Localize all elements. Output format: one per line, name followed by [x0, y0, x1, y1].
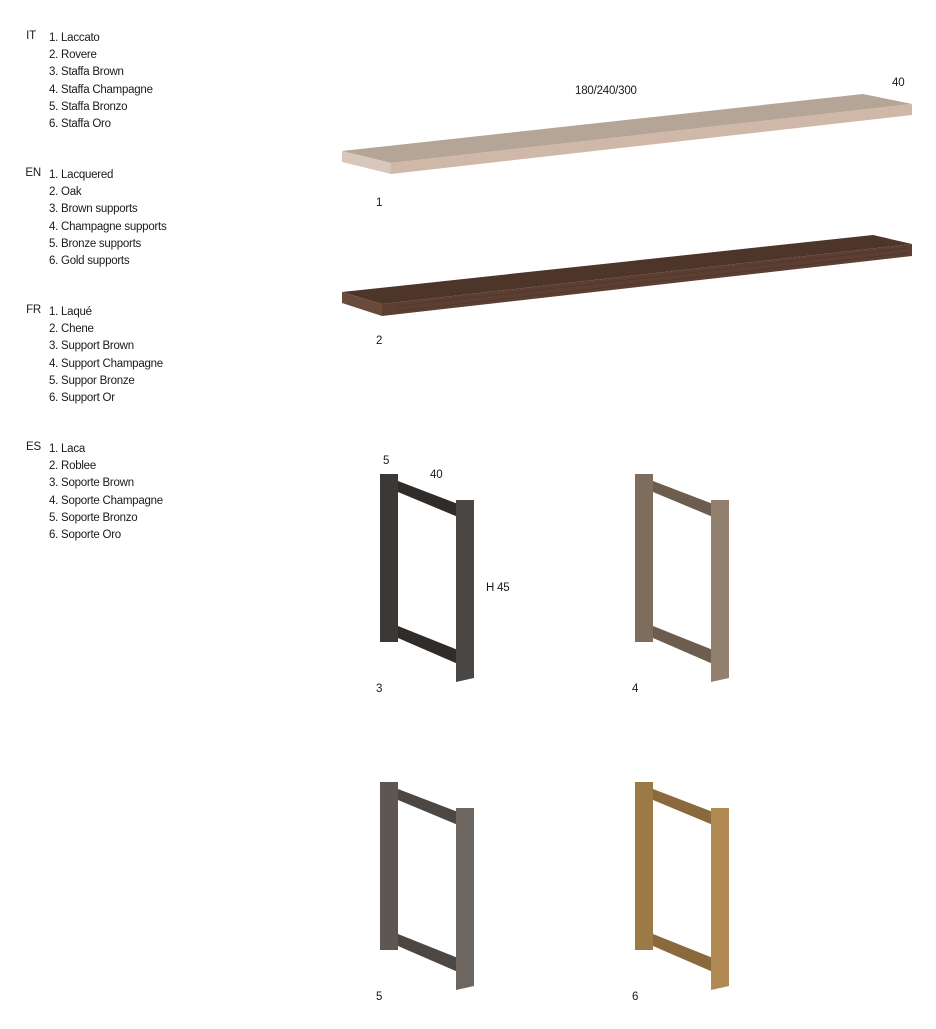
legend-item: 1. Laqué — [49, 306, 92, 318]
legend-item: 6. Soporte Oro — [49, 529, 121, 542]
legend-item: 4. Staffa Champagne — [49, 83, 153, 96]
legend-item: 1. Laccato — [49, 32, 100, 44]
support-brown-number: 3 — [376, 683, 383, 695]
legend-code: FR — [26, 304, 41, 316]
legend-item: 4. Soporte Champagne — [49, 494, 163, 507]
legend-item: 2. Rovere — [49, 49, 97, 62]
support-depth-label: 40 — [430, 469, 443, 481]
support-champagne-image — [633, 472, 733, 684]
support-back-post — [380, 782, 398, 950]
legend-item: 3. Support Brown — [49, 340, 134, 353]
support-front-post — [711, 808, 729, 990]
legend-item: 3. Brown supports — [49, 203, 138, 216]
support-front-post — [711, 500, 729, 682]
support-bottom-bar — [653, 934, 713, 972]
shelf-oak-image — [338, 232, 918, 322]
legend-item: 1. Laca — [49, 443, 85, 455]
legend-item: 5. Bronze supports — [49, 237, 142, 250]
legend-item: 6. Gold supports — [49, 255, 130, 268]
support-bottom-bar — [398, 626, 458, 664]
support-gold-number: 6 — [632, 991, 639, 1003]
legend-item: 5. Suppor Bronze — [49, 374, 135, 387]
legend-item: 1. Lacquered — [49, 169, 114, 181]
legend-item: 3. Soporte Brown — [49, 477, 134, 490]
shelf-top — [342, 94, 912, 163]
legend-code: EN — [25, 167, 41, 179]
legend-list — [49, 167, 167, 270]
legend-code: ES — [26, 441, 41, 453]
support-top-bar — [398, 481, 458, 517]
legend-item: 2. Roblee — [49, 460, 96, 473]
support-champagne-number: 4 — [632, 683, 639, 695]
legend-item: 5. Staffa Bronzo — [49, 100, 128, 113]
support-brown-image — [378, 472, 478, 684]
support-top-bar — [653, 789, 713, 825]
support-gold-image — [633, 780, 733, 992]
shelf-lacquered-number: 1 — [376, 197, 383, 209]
legend-item: 4. Champagne supports — [49, 220, 167, 233]
shelf-length-label: 180/240/300 — [575, 85, 637, 97]
legend-item: 6. Staffa Oro — [49, 118, 111, 131]
support-thickness-label: 5 — [383, 455, 390, 467]
legend-item: 2. Oak — [49, 186, 82, 199]
legend-item: 2. Chene — [49, 323, 94, 336]
support-front-post — [456, 808, 474, 990]
support-height-label: H 45 — [486, 582, 510, 594]
legend-list — [49, 304, 163, 407]
legend-list — [49, 30, 153, 133]
legend-item: 6. Support Or — [49, 392, 115, 405]
support-back-post — [635, 782, 653, 950]
legend-list — [49, 441, 163, 544]
support-bronze-number: 5 — [376, 991, 383, 1003]
legend-item: 4. Support Champagne — [49, 357, 163, 370]
shelf-lacquered-image — [338, 90, 918, 180]
shelf-top — [342, 235, 912, 304]
support-back-post — [380, 474, 398, 642]
support-back-post — [635, 474, 653, 642]
shelf-oak-number: 2 — [376, 335, 383, 347]
shelf-depth-label: 40 — [892, 77, 905, 89]
support-bronze-image — [378, 780, 478, 992]
support-front-post — [456, 500, 474, 682]
support-top-bar — [653, 481, 713, 517]
legend-item: 5. Soporte Bronzo — [49, 511, 138, 524]
legend-item: 3. Staffa Brown — [49, 66, 124, 79]
support-bottom-bar — [398, 934, 458, 972]
support-top-bar — [398, 789, 458, 825]
support-bottom-bar — [653, 626, 713, 664]
legend-code: IT — [26, 30, 36, 42]
